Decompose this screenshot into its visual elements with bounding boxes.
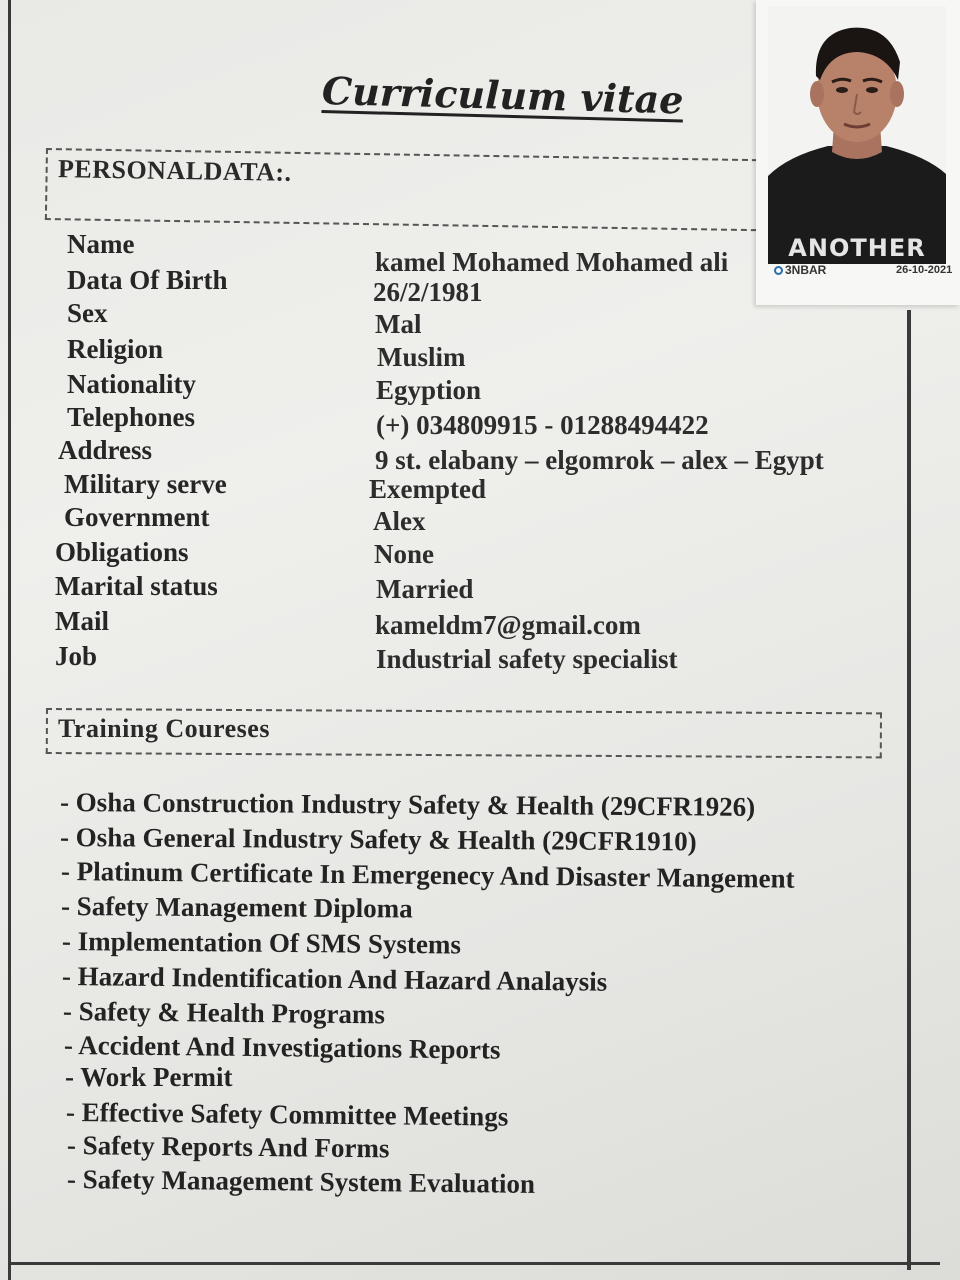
field-value-nationality: Egyption	[376, 375, 482, 405]
course-item: - Safety & Health Programs	[62, 996, 386, 1030]
course-item: - Work Permit	[65, 1062, 233, 1092]
field-label-birth: Data Of Birth	[67, 265, 228, 295]
field-value-telephones: (+) 034809915 - 01288494422	[376, 410, 709, 440]
course-item: - Osha General Industry Safety & Health (29CFR1910)	[59, 822, 697, 857]
field-value-government: Alex	[373, 506, 426, 536]
course-item: - Safety Reports And Forms	[66, 1130, 390, 1164]
course-item: - Accident And Investigations Reports	[63, 1030, 501, 1065]
studio-brand-text: 3NBAR	[785, 263, 827, 277]
document-title: Curriculum vitae	[321, 68, 684, 123]
portrait-photo	[768, 6, 946, 264]
page-border-left	[8, 0, 11, 1280]
field-value-sex: Mal	[375, 309, 422, 339]
shirt-text: ANOTHER	[788, 234, 926, 262]
studio-logo-icon	[774, 266, 783, 275]
training-heading: Training Coureses	[58, 714, 270, 743]
field-value-mail: kameldm7@gmail.com	[375, 610, 641, 640]
course-item: - Safety Management System Evaluation	[66, 1164, 536, 1199]
field-label-nationality: Nationality	[67, 369, 197, 399]
field-label-name: Name	[67, 229, 135, 259]
field-value-marital: Married	[376, 574, 474, 604]
photo-date: 26-10-2021	[896, 264, 953, 276]
portrait-illustration	[768, 6, 946, 264]
field-value-job: Industrial safety specialist	[376, 644, 678, 674]
photo-studio-brand	[774, 263, 826, 277]
course-item: - Implementation Of SMS Systems	[61, 926, 462, 960]
field-label-job: Job	[55, 641, 98, 671]
passport-photo-card	[756, 0, 960, 305]
course-item: - Platinum Certificate In Emergenecy And Disaster Mangement	[60, 856, 795, 894]
field-label-mail: Mail	[55, 606, 109, 636]
field-label-obligations: Obligations	[55, 537, 189, 567]
field-label-religion: Religion	[67, 334, 164, 364]
page-border-bottom	[10, 1262, 940, 1265]
field-label-address: Address	[58, 435, 153, 465]
field-value-birth: 26/2/1981	[373, 277, 483, 307]
course-item: - Osha Construction Industry Safety & Health (29CFR1926)	[59, 787, 756, 822]
course-item: - Safety Management Diploma	[60, 891, 413, 924]
course-item: - Effective Safety Committee Meetings	[65, 1097, 509, 1132]
page-border-right	[907, 310, 911, 1270]
field-value-address: 9 st. elabany – elgomrok – alex – Egypt	[375, 445, 824, 475]
field-label-sex: Sex	[67, 298, 108, 328]
field-label-telephones: Telephones	[67, 402, 196, 432]
field-label-government: Government	[64, 502, 210, 532]
course-item: - Hazard Indentification And Hazard Analaysis	[61, 961, 608, 997]
personal-data-heading: PERSONALDATA:.	[57, 154, 292, 187]
field-label-marital: Marital status	[55, 571, 218, 601]
field-value-name: kamel Mohamed Mohamed ali	[375, 247, 729, 277]
field-label-military: Military serve	[64, 469, 227, 499]
field-value-obligations: None	[374, 539, 434, 569]
field-value-religion: Muslim	[377, 342, 466, 372]
field-value-military: Exempted	[369, 474, 486, 504]
